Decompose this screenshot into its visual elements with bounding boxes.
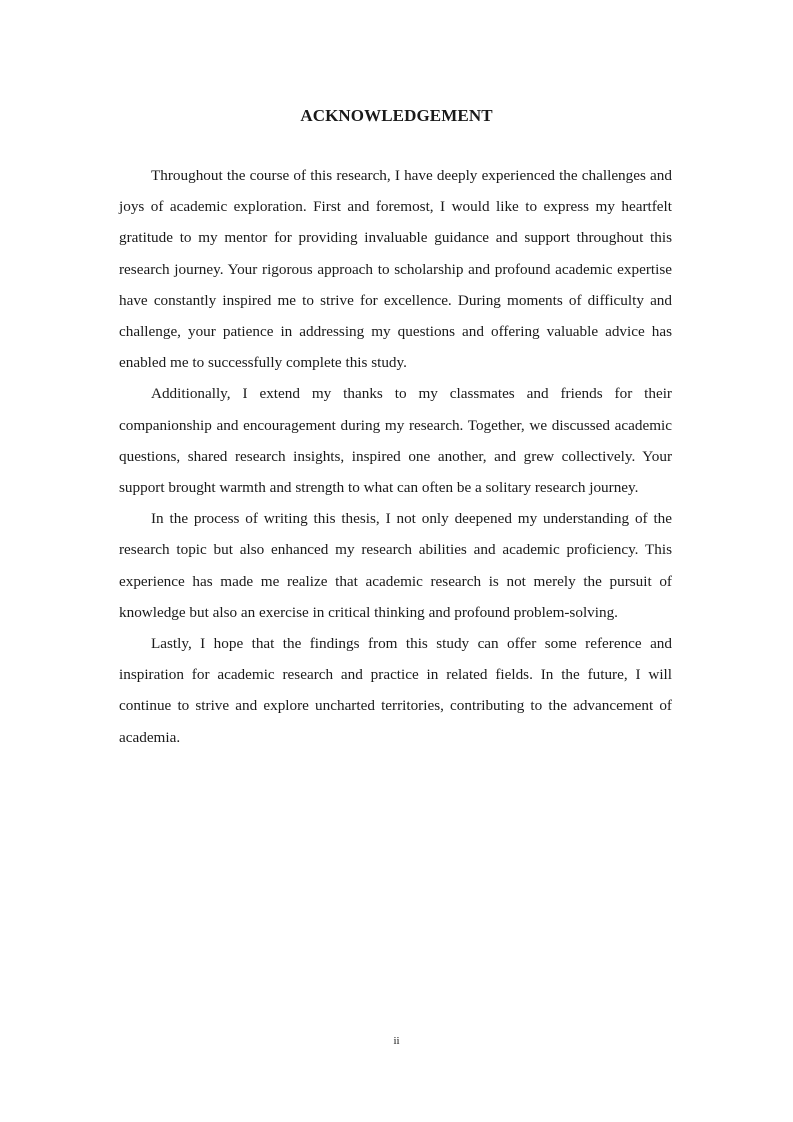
page-number: ii bbox=[393, 1035, 400, 1047]
page-title: ACKNOWLEDGEMENT bbox=[300, 106, 493, 125]
paragraph-1: Throughout the course of this research, I have deeply experienced the challenges and joys of academic exploration. First and foremost, I would like to express my heartfelt gratitude to my mentor for providing invaluable guidance and support throughout this research journey. Your rigorous approach to scholarship and profound academic expertise have constantly inspired me to strive for excellence. During moments of difficulty and challenge, your patience in addressing my questions and offering valuable advice has enabled me to successfully complete this study. bbox=[119, 167, 672, 372]
paragraph-3: In the process of writing this thesis, I not only deepened my understanding of the research topic but also enhanced my research abilities and academic proficiency. This experience has made me realize that academic research is not merely the pursuit of knowledge but also an exercise in critical thinking and profound problem-solving. bbox=[119, 510, 672, 621]
acknowledgement-body bbox=[119, 160, 672, 753]
paragraph-2: Additionally, I extend my thanks to my classmates and friends for their companionship and encouragement during my research. Together, we discussed academic questions, shared research insights, inspired one another, and grew collectively. Your support brought warmth and strength to what can often be a solitary research journey. bbox=[119, 385, 672, 497]
paragraph-4: Lastly, I hope that the findings from this study can offer some reference and inspiration for academic research and practice in related fields. In the future, I will continue to strive and explore uncharted territories, contributing to the advancement of academia. bbox=[119, 635, 672, 746]
